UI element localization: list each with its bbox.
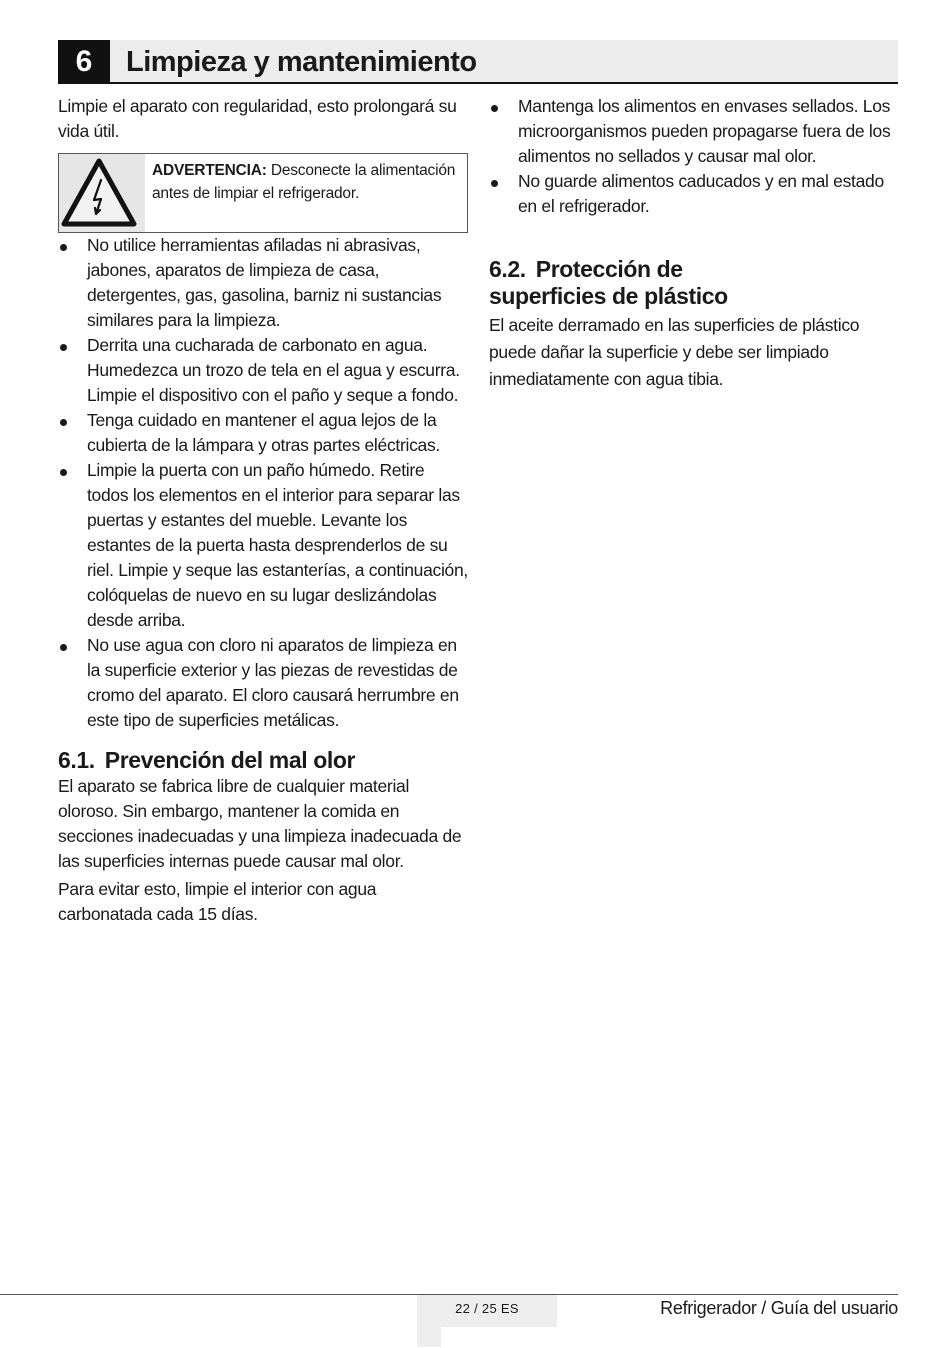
- right-column: [489, 94, 899, 393]
- warning-text: [152, 159, 461, 205]
- warning-icon-box: [59, 154, 145, 232]
- section-6-1-heading: 6.1. Prevención del mal olor: [58, 747, 356, 773]
- bullet-icon: [60, 644, 67, 651]
- bullet-icon: [60, 244, 67, 251]
- list-item: Tenga cuidado en mantener el agua lejos de la cubierta de la lámpara y otras partes eléctricas.: [58, 408, 468, 458]
- left-column: [58, 94, 468, 927]
- list-item: Derrita una cucharada de carbonato en agua. Humedezca un trozo de tela en el agua y escurra. Limpie el dispositivo con el paño y seque a fondo.: [58, 333, 468, 408]
- section-6-1-paragraph: Para evitar esto, limpie el interior con agua carbonatada cada 15 días.: [58, 879, 377, 924]
- bullet-icon: [60, 469, 67, 476]
- storage-list: [489, 94, 899, 219]
- section-6-2-heading: 6.2. Protección de superficies de plástico: [489, 256, 728, 309]
- section-6-2-paragraph: El aceite derramado en las superficies de plástico puede dañar la superficie y debe ser limpiado inmediatamente con agua tibia.: [489, 315, 860, 389]
- chapter-title: Limpieza y mantenimiento: [126, 46, 477, 78]
- section-6-1-paragraph: El aparato se fabrica libre de cualquier material oloroso. Sin embargo, mantener la comida en secciones inadecuadas y una limpieza inadecuada de las superficies internas puede causar mal olor.: [58, 776, 462, 871]
- document-name: Refrigerador / Guía del usuario: [660, 1298, 898, 1318]
- electric-shock-warning-icon: [59, 156, 139, 230]
- chapter-number: 6: [58, 40, 110, 84]
- bullet-icon: [491, 180, 498, 187]
- warning-box: [58, 153, 468, 233]
- intro-text: Limpie el aparato con regularidad, esto prolongará su vida útil.: [58, 96, 457, 141]
- list-item: No guarde alimentos caducados y en mal estado en el refrigerador.: [489, 169, 899, 219]
- bullet-icon: [60, 419, 67, 426]
- page-number: 22 / 25 ES: [455, 1301, 519, 1316]
- warning-message: Desconecte la alimentación antes de limpiar el refrigerador.: [152, 162, 456, 202]
- page-number-box-tab: [417, 1327, 441, 1347]
- bullet-icon: [60, 344, 67, 351]
- bullet-icon: [491, 105, 498, 112]
- list-item: Mantenga los alimentos en envases sellados. Los microorganismos pueden propagarse fuera de los alimentos no sellados y causar mal olor.: [489, 94, 899, 169]
- cleaning-list: [58, 233, 468, 733]
- warning-label: ADVERTENCIA:: [152, 162, 267, 179]
- list-item: Limpie la puerta con un paño húmedo. Retire todos los elementos en el interior para separar las puertas y estantes del mueble. Levante los estantes de la puerta hasta desprenderlos de su riel. Limpie y seque las estanterías, a continuación, colóquelas de nuevo en su lugar deslizándolas desde arriba.: [58, 458, 468, 633]
- list-item: No use agua con cloro ni aparatos de limpieza en la superficie exterior y las piezas de revestidas de cromo del aparato. El cloro causará herrumbre en este tipo de superficies metálicas.: [58, 633, 468, 733]
- list-item: No utilice herramientas afiladas ni abrasivas, jabones, aparatos de limpieza de casa, detergentes, gas, gasolina, barniz ni sustancias similares para la limpieza.: [58, 233, 468, 333]
